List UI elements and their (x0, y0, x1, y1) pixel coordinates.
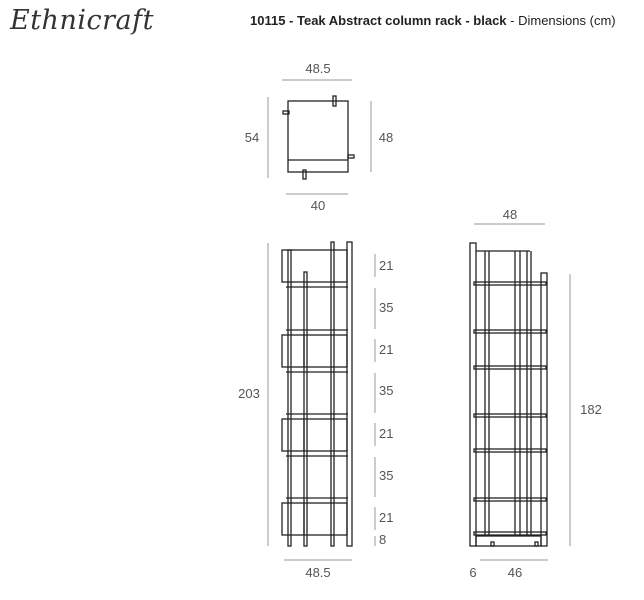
side-view-bottom-right: 46 (507, 565, 523, 580)
title-suffix: Dimensions (cm) (518, 13, 616, 28)
side-view-width-top: 48 (502, 207, 518, 222)
product-code: 10115 (250, 13, 286, 28)
top-view-width-top: 48.5 (305, 61, 331, 76)
product-name: Teak Abstract column rack - black (297, 13, 507, 28)
front-seg-1: 21 (379, 258, 394, 273)
front-seg-6: 35 (379, 468, 394, 483)
front-seg-4: 35 (379, 383, 394, 398)
top-view (245, 61, 393, 213)
top-view-depth-left: 54 (244, 130, 260, 145)
front-view-height-total: 203 (238, 386, 260, 401)
front-seg-3: 21 (379, 342, 394, 357)
page-title: 10115 - Teak Abstract column rack - black - Dimensions (cm) (250, 13, 616, 28)
ethnicraft-logo: Ethnicraft (10, 5, 154, 36)
front-view (238, 242, 393, 580)
side-view-height-right: 182 (580, 402, 602, 417)
front-seg-2: 35 (379, 300, 394, 315)
front-view-width-bottom: 48.5 (305, 565, 331, 580)
front-seg-7: 21 (379, 510, 394, 525)
top-view-depth-right: 48 (378, 130, 394, 145)
front-seg-8: 8 (379, 532, 387, 547)
top-view-width-bottom: 40 (310, 198, 326, 213)
front-seg-5: 21 (379, 426, 394, 441)
side-view (469, 207, 601, 580)
side-view-bottom-left: 6 (469, 565, 477, 580)
